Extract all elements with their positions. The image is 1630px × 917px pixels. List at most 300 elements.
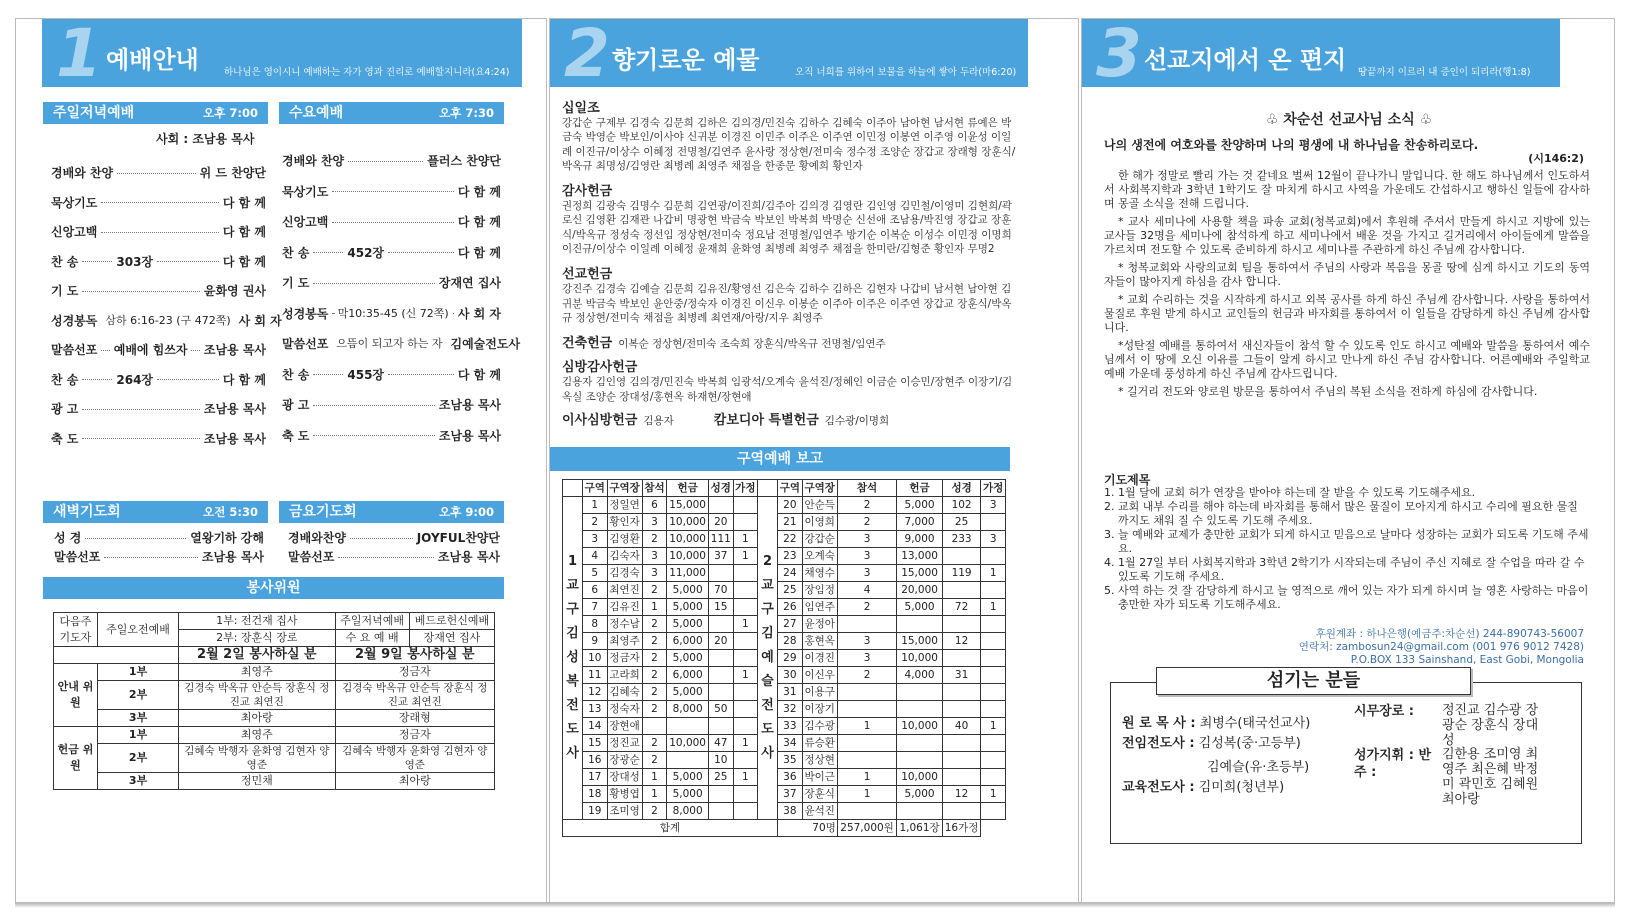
table-cell: 3 — [642, 565, 667, 582]
offering-3-feb2: 정민채 — [179, 773, 335, 790]
dot-leader — [104, 557, 197, 558]
table-cell: 28 — [778, 633, 803, 650]
second-service-prayer: 2부: 장훈식 장로 — [179, 630, 335, 647]
table-cell: 15 — [583, 735, 608, 752]
table-cell: 2 — [642, 803, 667, 820]
dot-leader — [332, 313, 333, 314]
table-cell: 2 — [642, 616, 667, 633]
order-person: 조남용 목사 — [438, 428, 501, 443]
table-header: 구역 — [583, 480, 608, 497]
table-cell: 6,000 — [667, 633, 709, 650]
table-cell: 15,000 — [897, 565, 942, 582]
order-label: 말씀선포 — [51, 343, 98, 357]
panel-worship-guide — [15, 18, 547, 903]
table-cell: 26 — [778, 599, 803, 616]
table-cell: 15 — [709, 599, 734, 616]
table-cell — [981, 701, 1006, 718]
dot-leader — [117, 173, 196, 174]
table-row — [563, 531, 1006, 548]
order-label: 성경봉독 — [282, 306, 329, 321]
letter-paragraph: * 길거리 전도와 양로원 방문을 통하여서 주님의 복된 소식을 전하게 하심에 감사합니다. — [1118, 385, 1538, 398]
panel-offerings — [549, 18, 1079, 903]
table-cell: 25 — [778, 582, 803, 599]
dot-leader — [332, 191, 453, 192]
group-header-spacer — [563, 480, 583, 497]
table-cell: 장현애 — [607, 718, 642, 735]
table-header: 참석 — [837, 480, 897, 497]
table-cell: 5,000 — [897, 599, 942, 616]
table-cell: 정수남 — [607, 616, 642, 633]
table-cell: 15,000 — [667, 497, 709, 514]
table-cell: 233 — [942, 531, 981, 548]
table-row — [563, 565, 1006, 582]
order-label: 경배와 찬양 — [51, 166, 114, 180]
table-cell: 1 — [981, 565, 1006, 582]
total-cell: 257,000원 — [837, 820, 897, 837]
table-cell — [709, 718, 734, 735]
order-person: 다 함 께 — [222, 225, 266, 239]
group-header-spacer — [758, 480, 778, 497]
table-cell: 10 — [583, 650, 608, 667]
table-cell: 박이근 — [802, 769, 837, 786]
table-cell — [709, 650, 734, 667]
table-cell: 6 — [583, 582, 608, 599]
table-cell: 장광순 — [607, 752, 642, 769]
table-cell: 고라희 — [607, 667, 642, 684]
order-row — [282, 396, 501, 414]
dot-leader — [82, 438, 199, 439]
table-cell: 1 — [583, 497, 608, 514]
table-cell — [897, 684, 942, 701]
order-row — [288, 529, 500, 547]
panel1-banner — [42, 18, 522, 92]
dot-leader — [82, 379, 112, 380]
table-cell: 72 — [942, 599, 981, 616]
table-cell: 2 — [642, 684, 667, 701]
table-row — [563, 582, 1006, 599]
table-cell: 10,000 — [897, 650, 942, 667]
contact-line: 연락처: zambosun24@gmail.com (001 976 9012 7428) — [1298, 641, 1584, 653]
guide-b3: 3부 — [98, 710, 179, 727]
table-cell: 3 — [981, 497, 1006, 514]
offering-block — [550, 409, 1028, 431]
table-cell: 조미영 — [607, 803, 642, 820]
table-cell — [733, 599, 758, 616]
table-cell — [709, 565, 734, 582]
table-cell — [942, 548, 981, 565]
order-person: 위 드 찬양단 — [199, 166, 266, 180]
table-cell: 10,000 — [667, 548, 709, 565]
table-cell — [733, 752, 758, 769]
table-cell: 1 — [642, 786, 667, 803]
panel3-title: 선교지에서 온 편지 — [1144, 46, 1347, 74]
table-cell — [981, 582, 1006, 599]
table-cell: 13,000 — [897, 548, 942, 565]
table-cell: 임연주 — [802, 599, 837, 616]
dot-leader — [388, 374, 454, 375]
order-person: 열왕기하 강해 — [190, 531, 264, 545]
table-cell — [733, 565, 758, 582]
order-label: 축 도 — [282, 428, 310, 443]
offering-heading: 건축헌금 — [562, 336, 613, 352]
table-cell: 1 — [733, 616, 758, 633]
order-row — [51, 430, 266, 448]
order-row — [282, 427, 501, 445]
letter-paragraph: *성탄절 예배를 통하여서 새신자들이 참석 할 수 있도록 인도 하시고 예배와 말씀을 통하여서 예수님께서 이 땅에 오신 이유를 그들이 알게 하시고 만나게 하신 주님 감사합니다. 어른예배와 주일학교 예배 가운데 풍성하게 하신 주님께 감사드립니다. — [1104, 339, 1590, 380]
order-person: 조남용 목사 — [201, 550, 264, 564]
table-cell: 김경숙 — [607, 565, 642, 582]
table-cell: 윤석진 — [802, 803, 837, 820]
table-cell: 윤정아 — [802, 616, 837, 633]
order-row — [51, 341, 266, 359]
table-cell: 12 — [583, 684, 608, 701]
table-cell — [733, 633, 758, 650]
table-cell: 홍현옥 — [802, 633, 837, 650]
sunday-pm-value: 베드로헌신예배 — [409, 613, 494, 630]
table-cell: 35 — [778, 752, 803, 769]
order-person: 플러스 찬양단 — [427, 154, 501, 168]
table-cell: 정진교 — [607, 735, 642, 752]
feb2-header: 2월 2일 봉사하실 분 — [179, 647, 335, 664]
table-cell — [709, 803, 734, 820]
table-cell — [942, 684, 981, 701]
order-row — [54, 548, 264, 566]
table-cell: 30 — [778, 667, 803, 684]
total-label: 합계 — [563, 820, 778, 837]
table-cell: 29 — [778, 650, 803, 667]
order-label: 말씀선포 — [54, 550, 101, 564]
table-cell: 70 — [709, 582, 734, 599]
letter-heading: ♧ 차순선 선교사님 소식 ♧ — [1265, 112, 1433, 128]
offering-heading: 십일조 — [562, 101, 600, 116]
prayer-title: 기도제목 — [1104, 473, 1151, 487]
offering-sections — [550, 97, 1028, 433]
order-person: 조남용 목사 — [203, 431, 266, 446]
prayer-item: 1. 1월 달에 교회 허가 연장을 받아야 하는데 잘 받을 수 있도록 기도해주세요. — [1104, 486, 1476, 499]
total-cell: 1,061장 — [897, 820, 942, 837]
order-row — [282, 244, 501, 262]
table-cell: 2 — [837, 667, 897, 684]
panel-missionary-letter — [1081, 18, 1615, 903]
table-cell: 13 — [583, 701, 608, 718]
table-cell: 5,000 — [897, 786, 942, 803]
table-cell: 31 — [778, 684, 803, 701]
table-cell — [942, 582, 981, 599]
table-cell: 102 — [942, 497, 981, 514]
table-cell: 이장기 — [802, 701, 837, 718]
guide-b2: 2부 — [98, 681, 179, 710]
table-row — [563, 514, 1006, 531]
offering-names: 김용자 김인영 김의경/민진숙 박복희 임광석/오계숙 윤석진/정혜인 이금순 이승민/장현주 이장기/김옥실 조양순 장대성/홍현옥 하재현/장현애 — [562, 376, 1013, 403]
order-row — [51, 194, 266, 212]
table-cell: 23 — [778, 548, 803, 565]
order-person: 다 함 께 — [457, 215, 501, 229]
guide-2-feb2: 김경숙 박옥규 안순득 장훈식 정진교 최연진 — [179, 681, 335, 710]
table-cell: 2 — [583, 514, 608, 531]
table-cell — [981, 548, 1006, 565]
dot-leader — [157, 379, 219, 380]
order-label: 말씀선포 — [288, 550, 335, 564]
table-cell: 18 — [583, 786, 608, 803]
table-cell — [981, 667, 1006, 684]
table-row — [563, 701, 1006, 718]
table-cell: 12 — [942, 786, 981, 803]
order-row — [54, 529, 264, 547]
table-cell: 34 — [778, 735, 803, 752]
offering-names: 이복순 정상현/전미숙 조숙희 장훈식/박옥규 전명철/임연주 — [618, 338, 886, 351]
table-cell: 2 — [837, 497, 897, 514]
table-cell: 장훈식 — [802, 786, 837, 803]
table-cell: 4 — [583, 548, 608, 565]
dot-leader — [101, 350, 109, 351]
table-cell — [981, 650, 1006, 667]
dot-leader — [191, 350, 199, 351]
staff-elders-label: 시무장로 : — [1354, 704, 1414, 719]
wednesday-label: 수 요 예 배 — [335, 630, 409, 647]
table-header-row — [563, 480, 1006, 497]
table-cell: 3 — [837, 650, 897, 667]
table-cell — [709, 667, 734, 684]
table-cell — [897, 735, 942, 752]
table-cell — [733, 701, 758, 718]
table-cell: 20 — [709, 633, 734, 650]
guide-b1: 1부 — [98, 664, 179, 681]
panel2-title: 향기로운 예물 — [612, 46, 760, 74]
table-row — [563, 650, 1006, 667]
order-label: 경배와 찬양 — [282, 154, 345, 168]
table-cell — [733, 514, 758, 531]
offering-1-feb9: 정금자 — [335, 727, 494, 744]
table-cell: 15,000 — [897, 633, 942, 650]
table-cell: 오계숙 — [802, 548, 837, 565]
table-cell: 정금자 — [607, 650, 642, 667]
prayer-list — [1104, 486, 1590, 612]
table-cell: 2 — [642, 650, 667, 667]
dot-leader — [313, 405, 434, 406]
order-detail: 303장 — [116, 254, 154, 269]
table-cell — [837, 735, 897, 752]
offering-block — [550, 332, 1028, 354]
prayer-item: 3. 늘 예배와 교제가 충만한 교회가 되게 하시고 믿음으로 날마다 성장하는 교회가 되도록 기도해 주세요. — [1104, 528, 1589, 555]
staff-music: 김한용 조미영 최영주 최은혜 박정미 곽민호 김혜원 최아랑 — [1442, 747, 1539, 807]
staff-title: 섬기는 분들 — [1156, 667, 1471, 695]
order-row — [282, 183, 501, 201]
offering-3-feb9: 최아랑 — [335, 773, 494, 790]
dot-leader — [101, 232, 218, 233]
letter-paragraph: * 청복교회와 사랑의교회 팀을 통하여서 주님의 사랑과 복음을 몽골 땅에 심게 하시고 기도의 동역자들이 많아지게 하심을 감사 합니다. — [1104, 261, 1590, 288]
order-row — [288, 548, 500, 566]
order-label: 경배와찬양 — [288, 531, 346, 545]
offering-heading: 심방감사헌금 — [562, 360, 638, 376]
table-cell: 119 — [942, 565, 981, 582]
table-cell — [733, 718, 758, 735]
total-cell: 16가정 — [942, 820, 981, 837]
table-cell: 5,000 — [667, 786, 709, 803]
order-detail: 452장 — [347, 245, 385, 260]
order-person: 다 함 께 — [222, 254, 266, 269]
table-cell — [837, 752, 897, 769]
panel2-banner — [550, 18, 1028, 92]
dot-leader — [348, 161, 423, 162]
guide-label: 안내 위원 — [54, 664, 98, 727]
contact-line: P.O.BOX 133 Sainshand, East Gobi, Mongolia — [1350, 654, 1584, 666]
table-cell: 22 — [778, 531, 803, 548]
table-row — [563, 599, 1006, 616]
staff-fulltime-label: 전임전도사 : — [1122, 736, 1195, 751]
order-row — [51, 371, 266, 389]
order-label: 성경봉독 — [51, 313, 98, 328]
table-cell: 11 — [583, 667, 608, 684]
table-cell: 1 — [733, 531, 758, 548]
guide-3-feb2: 최아랑 — [179, 710, 335, 727]
table-row — [563, 616, 1006, 633]
order-row — [282, 274, 501, 292]
table-cell: 1 — [733, 769, 758, 786]
dawn-prayer-header — [43, 501, 268, 523]
friday-prayer-time: 오후 9:00 — [439, 505, 494, 519]
order-label: 광 고 — [282, 398, 310, 412]
dot-leader — [313, 283, 434, 284]
dot-leader — [313, 374, 343, 375]
order-label: 성 경 — [54, 531, 82, 545]
table-cell: 20,000 — [897, 582, 942, 599]
order-detail: 으뜸이 되고자 하는 자 — [336, 337, 443, 350]
table-cell — [981, 633, 1006, 650]
contact-line: 후원계좌 : 하나은행(예금주:차순선) 244-890743-56007 — [1315, 628, 1584, 640]
table-header: 가정 — [733, 480, 758, 497]
table-cell: 김유진 — [607, 599, 642, 616]
dot-leader — [350, 538, 413, 539]
table-cell — [667, 752, 709, 769]
table-cell: 강갑순 — [802, 531, 837, 548]
table-cell: 5 — [583, 565, 608, 582]
table-cell: 류승환 — [802, 735, 837, 752]
table-cell — [942, 803, 981, 820]
table-cell: 10,000 — [667, 514, 709, 531]
table-cell — [667, 718, 709, 735]
table-cell: 19 — [583, 803, 608, 820]
staff-education-label: 교육전도사 : — [1122, 780, 1195, 795]
panel3-subtitle: 땅끝까지 이르러 내 증인이 되리라(행1:8) — [1358, 67, 1531, 78]
dot-leader — [101, 202, 218, 203]
table-cell: 1 — [837, 718, 897, 735]
panel1-subtitle: 하나님은 영이시니 예배하는 자가 영과 진리로 예배할지니라(요4:24) — [224, 67, 510, 78]
table-cell: 3 — [642, 514, 667, 531]
table-cell: 3 — [837, 531, 897, 548]
offering-1-feb2: 최영주 — [179, 727, 335, 744]
order-row — [51, 282, 266, 300]
table-cell: 김혜숙 — [607, 684, 642, 701]
prayer-item: 4. 1월 27일 부터 사회복지학과 3학년 2학기가 시작되는데 주님이 주신 지혜로 잘 수업을 따라 갈 수 있도록 기도해 주세요. — [1104, 556, 1585, 583]
offering-block — [550, 263, 1028, 328]
order-label: 신앙고백 — [282, 215, 329, 229]
table-cell: 이영희 — [802, 514, 837, 531]
table-header: 구역 — [778, 480, 803, 497]
table-cell: 1 — [733, 735, 758, 752]
table-cell: 황인자 — [607, 514, 642, 531]
table-row — [563, 786, 1006, 803]
order-person: 조남용 목사 — [203, 402, 266, 416]
staff-education: 김미희(청년부) — [1198, 780, 1285, 795]
table-row — [563, 752, 1006, 769]
table-cell — [942, 752, 981, 769]
prayer-item: 5. 사역 하는 것 잘 감당하게 하시고 늘 영적으로 깨어 있는 자가 되게 하시며 늘 영혼 사랑하는 마음이 충만한 자가 되도록 기도해주세요. — [1104, 584, 1589, 611]
order-label: 찬 송 — [51, 372, 79, 387]
table-cell: 3 — [837, 633, 897, 650]
table-cell: 2 — [642, 735, 667, 752]
table-cell — [981, 514, 1006, 531]
table-row — [563, 667, 1006, 684]
sunday-am-label: 주일오전예배 — [98, 613, 179, 647]
table-cell — [733, 497, 758, 514]
staff-elder-pastor-label: 원 로 목 사 : — [1122, 716, 1196, 731]
order-row — [282, 213, 501, 231]
table-cell: 3 — [837, 548, 897, 565]
district-report-header: 구역예배 보고 — [550, 447, 1010, 471]
table-cell: 14 — [583, 718, 608, 735]
table-cell: 황병엽 — [607, 786, 642, 803]
wednesday-header — [279, 102, 504, 124]
table-total-row — [563, 820, 1006, 837]
sunday-evening-time: 오후 7:00 — [203, 106, 258, 120]
table-cell: 38 — [778, 803, 803, 820]
table-cell: 1 — [837, 786, 897, 803]
table-cell: 5,000 — [667, 616, 709, 633]
dot-leader — [313, 435, 434, 436]
offering-b2: 2부 — [98, 744, 179, 773]
table-cell: 2 — [642, 633, 667, 650]
table-cell: 정숙자 — [607, 701, 642, 718]
table-cell: 12 — [942, 633, 981, 650]
table-cell: 4 — [837, 582, 897, 599]
staff-fulltime-1: 김성복(중·고등부) — [1198, 736, 1301, 751]
table-row — [563, 684, 1006, 701]
table-cell: 1 — [981, 718, 1006, 735]
table-cell — [733, 786, 758, 803]
order-label: 기 도 — [282, 276, 310, 290]
order-label: 묵상기도 — [51, 195, 98, 210]
first-service-prayer: 1부: 전건재 집사 — [179, 613, 335, 630]
prayer-item: 2. 교회 내부 수리를 해야 하는데 바자회를 통해서 많은 물질이 모아지게 하시고 수리에 필요한 물질 까지도 채워 질 수 있도록 기도해 주세요. — [1104, 500, 1578, 527]
dot-leader — [82, 291, 199, 292]
table-cell — [709, 786, 734, 803]
table-cell: 1 — [733, 667, 758, 684]
table-row — [563, 718, 1006, 735]
table-cell: 11,000 — [667, 565, 709, 582]
order-row — [51, 253, 266, 271]
table-cell: 10,000 — [897, 769, 942, 786]
table-header: 가정 — [981, 480, 1006, 497]
order-label: 축 도 — [51, 431, 79, 446]
order-label: 찬 송 — [282, 367, 310, 382]
table-cell: 2 — [837, 514, 897, 531]
district-report-table — [562, 479, 1006, 837]
table-row — [563, 548, 1006, 565]
table-cell: 20 — [709, 514, 734, 531]
order-person: 조남용 목사 — [203, 343, 266, 357]
table-cell: 최연진 — [607, 582, 642, 599]
guide-1-feb9: 정금자 — [335, 664, 494, 681]
table-row — [563, 769, 1006, 786]
table-cell — [837, 701, 897, 718]
table-cell: 111 — [709, 531, 734, 548]
table-header: 헌금 — [667, 480, 709, 497]
letter-body — [1104, 169, 1590, 403]
guide-3-feb9: 장래형 — [335, 710, 494, 727]
table-cell: 4,000 — [897, 667, 942, 684]
panel1-title: 예배안내 — [106, 46, 199, 74]
dot-leader — [453, 313, 454, 314]
